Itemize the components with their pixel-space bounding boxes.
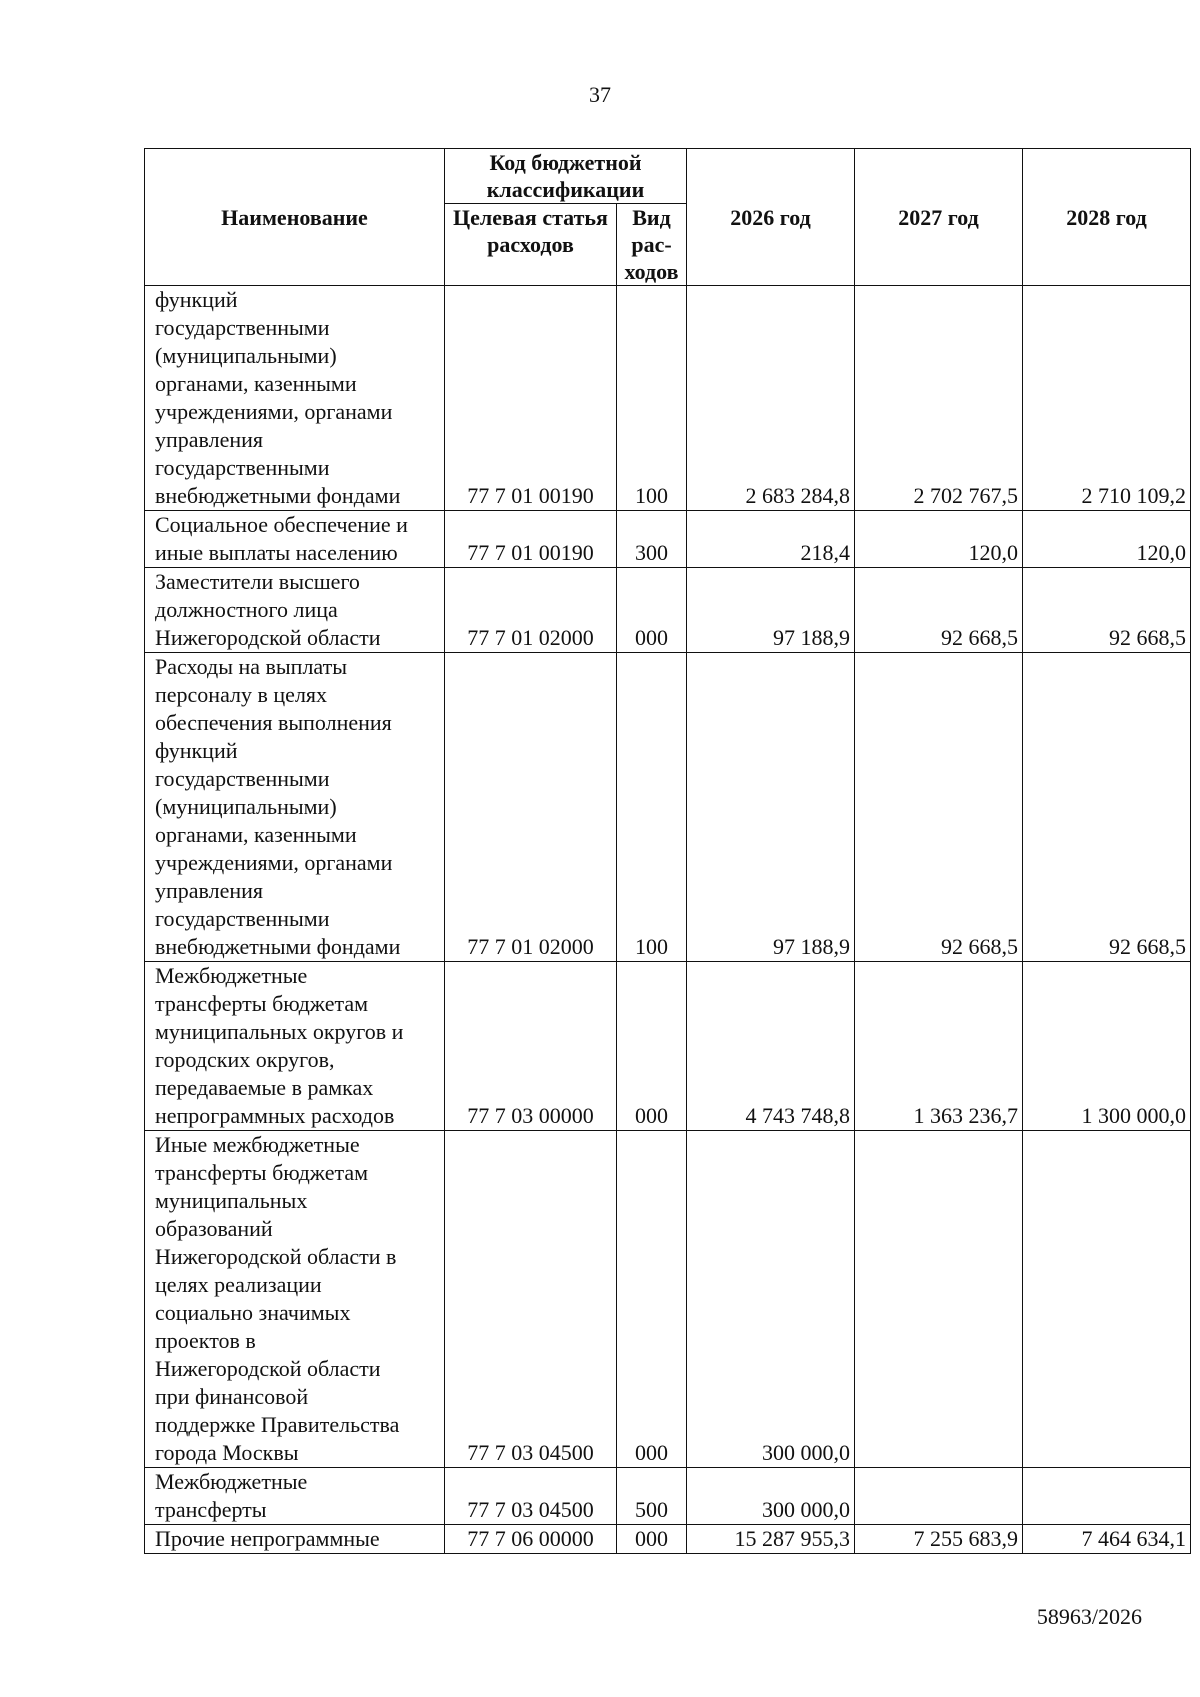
document-code: 58963/2026 [1036,1604,1142,1629]
header-name: Наименование [145,149,445,286]
row-value-2027: 1 363 236,7 [855,962,1023,1131]
row-value-2027 [855,1131,1023,1468]
row-expense-type: 000 [617,568,687,653]
row-value-2028 [1023,1468,1191,1525]
row-name: Межбюджетные трансферты [145,1468,445,1525]
row-value-2028: 7 464 634,1 [1023,1525,1191,1554]
row-value-2026: 218,4 [687,511,855,568]
row-value-2027: 120,0 [855,511,1023,568]
row-expense-type: 000 [617,962,687,1131]
row-value-2026: 97 188,9 [687,653,855,962]
row-name: Межбюджетные трансферты бюджетам муниципальных округов и городских округов, передаваемые в рамках непрограммных расходов [145,962,445,1131]
row-name: Прочие непрограммные [145,1525,445,1554]
header-year-2028: 2028 год [1023,149,1191,286]
header-code-group: Код бюджетной классификации [445,149,687,204]
row-value-2026: 300 000,0 [687,1131,855,1468]
row-target-article: 77 7 01 02000 [445,653,617,962]
row-name: Заместители высшего должностного лица Нижегородской области [145,568,445,653]
row-target-article: 77 7 01 00190 [445,286,617,511]
row-value-2026: 4 743 748,8 [687,962,855,1131]
row-value-2028 [1023,1131,1191,1468]
table-row [145,1468,1191,1525]
row-value-2026: 15 287 955,3 [687,1525,855,1554]
row-value-2026: 97 188,9 [687,568,855,653]
row-value-2028: 2 710 109,2 [1023,286,1191,511]
row-value-2027: 92 668,5 [855,568,1023,653]
row-value-2028: 120,0 [1023,511,1191,568]
header-year-2027: 2027 год [855,149,1023,286]
row-value-2027: 2 702 767,5 [855,286,1023,511]
table-row [145,1525,1191,1554]
row-target-article: 77 7 06 00000 [445,1525,617,1554]
header-year-2026: 2026 год [687,149,855,286]
row-target-article: 77 7 03 00000 [445,962,617,1131]
row-target-article: 77 7 03 04500 [445,1468,617,1525]
row-value-2027 [855,1468,1023,1525]
table-row [145,511,1191,568]
row-target-article: 77 7 01 00190 [445,511,617,568]
row-expense-type: 300 [617,511,687,568]
table-row [145,286,1191,511]
row-value-2026: 2 683 284,8 [687,286,855,511]
budget-table [144,148,1191,1554]
row-value-2027: 7 255 683,9 [855,1525,1023,1554]
row-name: Иные межбюджетные трансферты бюджетам муниципальных образований Нижегородской области в целях реализации социально значимых проектов в Нижегородской области при финансовой поддержке Правительства города Москвы [145,1131,445,1468]
table-row [145,568,1191,653]
row-value-2027: 92 668,5 [855,653,1023,962]
row-expense-type: 100 [617,286,687,511]
row-expense-type: 000 [617,1131,687,1468]
table-row [145,1131,1191,1468]
row-name: Расходы на выплаты персоналу в целях обеспечения выполнения функций государственными (муниципальными) органами, казенными учреждениями, органами управления государственными внебюджетными фондами [145,653,445,962]
header-expense-type: Вид рас-ходов [617,204,687,286]
row-target-article: 77 7 03 04500 [445,1131,617,1468]
table-header [145,149,1191,286]
row-name: функций государственными (муниципальными) органами, казенными учреждениями, органами управления государственными внебюджетными фондами [145,286,445,511]
row-value-2028: 92 668,5 [1023,653,1191,962]
page-number: 37 [589,82,611,107]
row-name: Социальное обеспечение и иные выплаты населению [145,511,445,568]
row-expense-type: 100 [617,653,687,962]
table-body [145,286,1191,1554]
header-target-article: Целевая статья расходов [445,204,617,286]
row-value-2028: 1 300 000,0 [1023,962,1191,1131]
table-row [145,653,1191,962]
row-target-article: 77 7 01 02000 [445,568,617,653]
row-value-2028: 92 668,5 [1023,568,1191,653]
row-value-2026: 300 000,0 [687,1468,855,1525]
row-expense-type: 500 [617,1468,687,1525]
row-expense-type: 000 [617,1525,687,1554]
table-row [145,962,1191,1131]
